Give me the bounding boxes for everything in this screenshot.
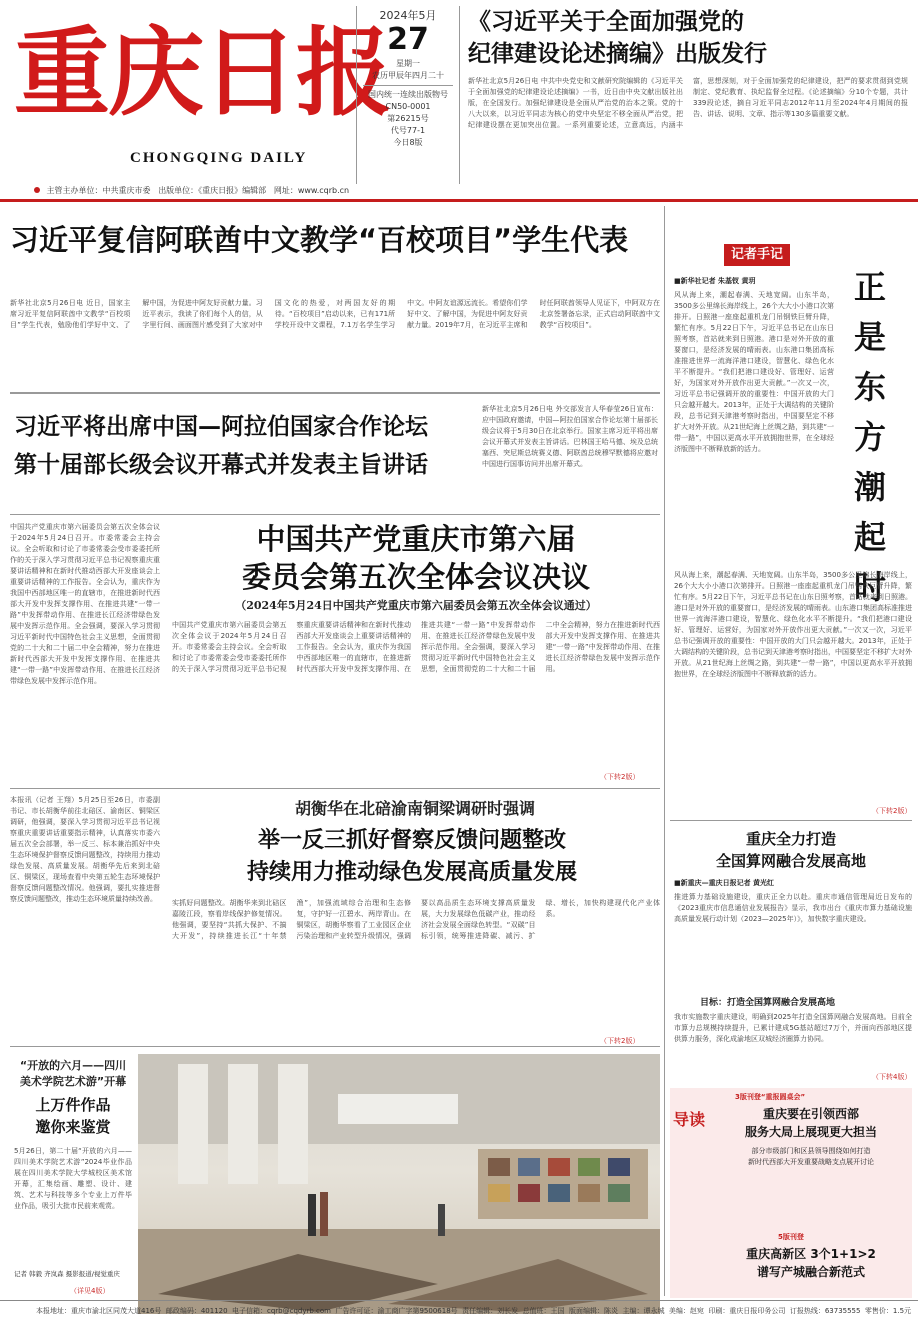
page-count: 今日8版 — [393, 138, 423, 147]
network-title-line2: 全国算网融合发展高地 — [715, 852, 866, 870]
photo-continued: （详见4版） — [70, 1287, 110, 1295]
footer-license: 广告许可证：渝工商广字第9500618号 — [335, 1307, 458, 1315]
commentary-continued: （下转2版） — [872, 807, 912, 815]
issue-weekday: 星期一 — [396, 59, 420, 68]
top-lead-text: 新华社北京5月26日电 中共中央党史和文献研究院编辑的《习近平关于全面加强党的纪律建设论述摘编》一书，近日由中央文献出版社出版，在全国发行。加强纪律建设是全面从严治党的治本之策。党的十八大以来，以习近平同志为核心的党中央坚定不移全面从严治党，把纪律建设摆在更加突出位置。一系列重要论述，立意高远，内涵丰富，思想深刻，对于全面加强党的纪律建设，把严的要求贯彻到党规制定、党纪教育、执纪监督全过程。《论述摘编》分10个专题，共计339段论述，摘自习近平同志2012年11月至2024年4月期间的报告、讲话、说明、文章、指示等130多篇重要文献。 — [468, 77, 908, 129]
divider — [363, 85, 453, 86]
top-lead-title-line2: 纪律建设论述摘编》出版发行 — [468, 40, 767, 67]
issue-lunar: 农历甲辰年四月二十 — [372, 71, 444, 80]
commentary-byline: ■新华社记者 朱基钗 黄玥 — [674, 277, 756, 285]
commentary-text-part2: 风从海上来，潮起春满、天地宽阔。山东半岛，3500多公里绵长海岸线上，26个大大小小港口次第排开。日照港一座座起重机龙门吊钢铁巨臂升降，繁忙有序。5月22日下午，习近平总书记在山东日照考察，首站就来到日照港。港口是对外开放的重要窗口，是经济发展的晴雨表。山东港口集团高标准推进世界一流海洋港口建设，智慧化、绿色化水平不断提升。“我们把港口建设好、管理好、运营好，为国家对外开放作出更大贡献。”一次又一次，习近平总书记强调开放的重要性：中国开放的大门只会越开越大。2013年，正处于大调结构的关键阶段，总书记到天津港考察时指出，中国要坚定不移扩大对外开放。从21世纪海上丝绸之路，到共建“一带一路”，中国以更高水平开放拥抱世界，在全球经济版图中不断释放新的活力。 — [674, 571, 912, 678]
issue-day: 27 — [387, 22, 429, 57]
footer-duty1: 责任编辑：刘长发 — [462, 1307, 519, 1315]
guide-item1-line2[interactable]: 服务大局上展现更大担当 — [744, 1125, 877, 1139]
newspaper-name-en: CHONGQING DAILY — [130, 150, 308, 166]
guide-tag1: 3版刊登“重报圆桌会” — [735, 1093, 806, 1101]
resolution-title-line2: 委员会第五次全体会议决议 — [241, 560, 590, 594]
divider — [10, 514, 660, 515]
lead2-text: 新华社北京5月26日电 外交部发言人华春莹26日宣布：应中国政府邀请，中国—阿拉伯国家合作论坛第十届部长级会议将于5月30日在北京举行。国家主席习近平将出席会议开幕式并发表主旨讲话。巴林国王哈马德、埃及总统塞西、突尼斯总统赛义德、阿联酋总统穆罕默德将应邀对中国进行国事访问并出席开幕式。 — [482, 405, 658, 468]
resolution-title-line1: 中国共产党重庆市第六届 — [256, 522, 576, 556]
postal-code: 代号77-1 — [390, 126, 426, 135]
network-title-line1: 重庆全力打造 — [745, 830, 836, 848]
lead1-text: 新华社北京5月26日电 近日，国家主席习近平复信阿联酋中文教学“百校项目”学生代表，勉励他们学好中文、了解中国，为促进中阿友好贡献力量。习近平表示，我读了你们每个人的信，从字里行间、画面图片感受到了大家对中国文化的热爱，对两国友好的期待。“百校项目”启动以来，已有171所学校开设中文课程，7.1万名学生学习中文。中阿友谊源远流长。希望你们学好中文、了解中国，为促进中阿友好贡献力量。2019年7月，在习近平主席和时任阿联酋领导人见证下，中阿双方在北京签署备忘录，正式启动阿联酋中文教学“百校项目”。 — [10, 299, 660, 329]
divider — [10, 1046, 660, 1047]
footer-duty4: 主编：谭永城 — [622, 1307, 665, 1315]
footer-postcode: 邮政编码：401120 — [165, 1307, 228, 1315]
resolution-subtitle: （2024年5月24日中国共产党重庆市第六届委员会第五次全体会议通过） — [235, 599, 597, 612]
column-divider — [664, 206, 665, 1296]
mayor-text: 实抓好问题整改。胡衡华来到北碚区嘉陵江段，察看岸线保护修复情况。他强调，要坚持“共抓大保护、不搞大开发”，持续推进长江“十年禁渔”，加强流域综合治理和生态修复，守护好一江碧水、两岸青山。在铜梁区，胡衡华察看了工业园区企业污染治理和产业转型升级情况，强调要以高品质生态环境支撑高质量发展，大力发展绿色低碳产业，推动经济社会发展全面绿色转型。“双碳”目标引领，统筹推进降碳、减污、扩绿、增长，加快构建现代化产业体系。 — [172, 899, 660, 940]
mayor-title-line1: 举一反三抓好督察反馈问题整改 — [257, 828, 566, 853]
mayor-lede-text: 本报讯（记者 王翔）5月25日至26日，市委副书记、市长胡衡华前往北碚区、渝南区、铜梁区调研，他强调，要深入学习贯彻习近平总书记视察重庆重要讲话重要指示精神，认真落实市委六届五次全会部署，举一反三、标本兼治抓好中央生态环境保护督察反馈问题整改，持续用力推动绿色发展、高质量发展。胡衡华先后来到北碚区、铜梁区，现场查看中央第五轮生态环境保护督察反馈问题整改情况。他强调，要扎实推进督察反馈问题整改，推动生态环境质量持续改善。 — [10, 796, 160, 903]
left-column-text: 中国共产党重庆市第六届委员会第五次全体会议于2024年5月24日召开。市委常委会主持会议。全会听取和讨论了市委常委会受市委委托所作的关于深入学习贯彻习近平总书记视察重庆重要讲话精神和在新时代推动西部大开发座谈会上重要讲话精神的工作报告。全会认为，重庆作为我国中西部地区唯一的直辖市，在推进新时代西部大开发中发挥支撑作用、在推进共建“一带一路”中发挥带动作用、在推进长江经济带绿色发展中发挥示范作用。全会强调，要深入学习贯彻习近平新时代中国特色社会主义思想，全面贯彻党的二十大和二十届二中全会精神，努力在推进新时代西部大开发中发挥支撑作用、在推进共建“一带一路”中发挥带动作用、在推进长江经济带绿色发展中发挥示范作用。 — [10, 523, 160, 685]
photo-caption-title4: 邀你来鉴赏 — [35, 1118, 111, 1136]
footer-duty3: 版面编辑：陈炎 — [569, 1307, 619, 1315]
guide-item1-line1[interactable]: 重庆要在引领西部 — [762, 1107, 859, 1121]
bullet-icon — [34, 187, 40, 193]
resolution-text: 中国共产党重庆市第六届委员会第五次全体会议于2024年5月24日召开。市委常委会主持会议。全会听取和讨论了市委常委会受市委委托所作的关于深入学习贯彻习近平总书记视察重庆重要讲话精神和在新时代推动西部大开发座谈会上重要讲话精神的工作报告。全会认为，重庆作为我国中西部地区唯一的直辖市，在推进新时代西部大开发中发挥支撑作用、在推进共建“一带一路”中发挥带动作用、在推进长江经济带绿色发展中发挥示范作用。全会强调，要深入学习贯彻习近平新时代中国特色社会主义思想，全面贯彻党的二十大和二十届二中全会精神，努力在推进新时代西部大开发中发挥支撑作用、在推进共建“一带一路”中发挥带动作用、在推进长江经济带绿色发展中发挥示范作用。 — [172, 621, 660, 673]
guide-label: 导读 — [672, 1110, 705, 1129]
photo-caption-title2: 美术学院艺术游”开幕 — [19, 1075, 127, 1088]
divider — [670, 820, 912, 821]
guide-item1-desc2: 新时代西部大开发重要战略支点展开讨论 — [748, 1158, 874, 1166]
commentary-title: 正是东方潮起时 — [853, 268, 886, 606]
info-bar — [0, 180, 918, 202]
network-text2: 我市实施数字重庆建设，明确到2025年打造全国算网融合发展高地。目前全市算力总规模持续提升，已累计建成5G基站超过7万个，并面向西部地区提供算力服务，深化成渝地区双城经济圈算力协同。 — [674, 1013, 912, 1043]
guide-item2-line2[interactable]: 谱写产城融合新范式 — [756, 1265, 865, 1279]
cn-number: CN50-0001 — [385, 102, 431, 111]
footer-bar — [0, 1300, 918, 1320]
divider — [10, 788, 660, 789]
issue-number: 第26215号 — [387, 114, 429, 123]
newspaper-name: 重庆日报 — [14, 16, 390, 129]
photo-caption-text: 5月26日，第二十届“开放的六月——四川美术学院艺术游”2024毕业作品展在四川美术学院大学城校区美术馆开幕，汇集绘画、雕塑、设计、建筑、艺术与科技等多个专业上万件毕业作品，吸引大批市民前来观赏。 — [14, 1147, 132, 1210]
gallery-illustration — [138, 1054, 660, 1314]
commentary-text-part1: 风从海上来，潮起春满、天地宽阔。山东半岛，3500多公里绵长海岸线上，26个大大小小港口次第排开。日照港一座座起重机龙门吊钢铁巨臂升降，繁忙有序。5月22日下午，习近平总书记在山东日照考察，首站就来到日照港。港口是对外开放的重要窗口，是经济发展的晴雨表。山东港口集团高标准推进世界一流海洋港口建设，智慧化、绿色化水平不断提升。“我们把港口建设好、管理好、运营好，为国家对外开放作出更大贡献。”一次又一次，习近平总书记强调开放的重要性：中国开放的大门只会越开越大。2013年，正处于大调结构的关键阶段，总书记到天津港考察时指出，中国要坚定不移扩大对外开放。从21世纪海上丝绸之路，到共建“一带一路”，中国以更高水平开放拥抱世界，在全球经济版图中不断释放新的活力。 — [674, 291, 834, 453]
exhibition-photo — [138, 1054, 660, 1314]
photo-caption-title1: “开放的六月——四川 — [19, 1059, 127, 1072]
mayor-kicker: 胡衡华在北碚渝南铜梁调研时强调 — [294, 799, 535, 818]
network-subhead: 目标：打造全国算网融合发展高地 — [700, 998, 836, 1008]
top-lead-story — [468, 6, 908, 174]
footer-duty6: 印刷：重庆日报印务公司 — [708, 1307, 786, 1315]
footer-email[interactable]: 电子信箱：cqrb@cqdyrb.com — [232, 1307, 332, 1315]
lead1-headline: 习近平复信阿联酋中文教学“百校项目”学生代表 — [10, 223, 629, 257]
footer-phone: 订报热线：63735555 — [789, 1307, 861, 1315]
guide-tag2: 5版刊登 — [778, 1233, 804, 1241]
sponsor-text: 主管主办单位：中共重庆市委 — [46, 186, 151, 195]
footer-duty5: 美编：赵宛 — [668, 1307, 704, 1315]
footer-price: 零售价：1.5元 — [864, 1307, 912, 1315]
lead2-headline-line1: 习近平将出席中国—阿拉伯国家合作论坛 — [14, 414, 428, 440]
website-link[interactable]: 网址：www.cqrb.cn — [273, 186, 350, 195]
footer-address: 本报地址：重庆市渝北区同茂大道416号 — [36, 1307, 162, 1315]
resolution-continued: （下转2版） — [600, 773, 640, 781]
top-lead-title-line1: 《习近平关于全面加强党的 — [468, 8, 744, 35]
network-byline: ■新重庆—重庆日报记者 黄光红 — [674, 879, 775, 887]
date-block — [356, 6, 460, 184]
commentary-tag: 记者手记 — [724, 244, 790, 266]
mayor-continued: （下转2版） — [600, 1037, 640, 1045]
photo-caption-title3: 上万件作品 — [35, 1096, 111, 1114]
guide-item1-desc1: 部分市级部门和区县领导围绕如何打造 — [751, 1147, 871, 1155]
network-text: 推进算力基础设施建设，重庆正全力以赴。重庆市通信管理局近日发布的《2023重庆市信息通信业发展报告》显示，我市出台《重庆市算力基础设施高质量发展行动计划（2023—2025年）》，加快数字重庆建设。 — [674, 893, 912, 923]
issn-label: 国内统一连续出版物号 — [368, 90, 448, 99]
lead2-headline-line2: 第十届部长级会议开幕式并发表主旨讲话 — [14, 452, 428, 478]
divider — [10, 392, 660, 394]
photo-credit: 记者 韩毅 齐岚森 摄影报道/视觉重庆 — [14, 1270, 120, 1278]
publisher-text: 出版单位：《重庆日报》编辑部 — [158, 186, 267, 195]
network-continued: （下转4版） — [872, 1073, 912, 1081]
footer-duty2: 总值班：王国 — [522, 1307, 565, 1315]
mayor-title-line2: 持续用力推动绿色发展高质量发展 — [246, 860, 577, 885]
issue-year-month: 2024年5月 — [379, 9, 437, 22]
guide-item2-line1[interactable]: 重庆高新区 3个1+1>2 — [746, 1247, 876, 1261]
